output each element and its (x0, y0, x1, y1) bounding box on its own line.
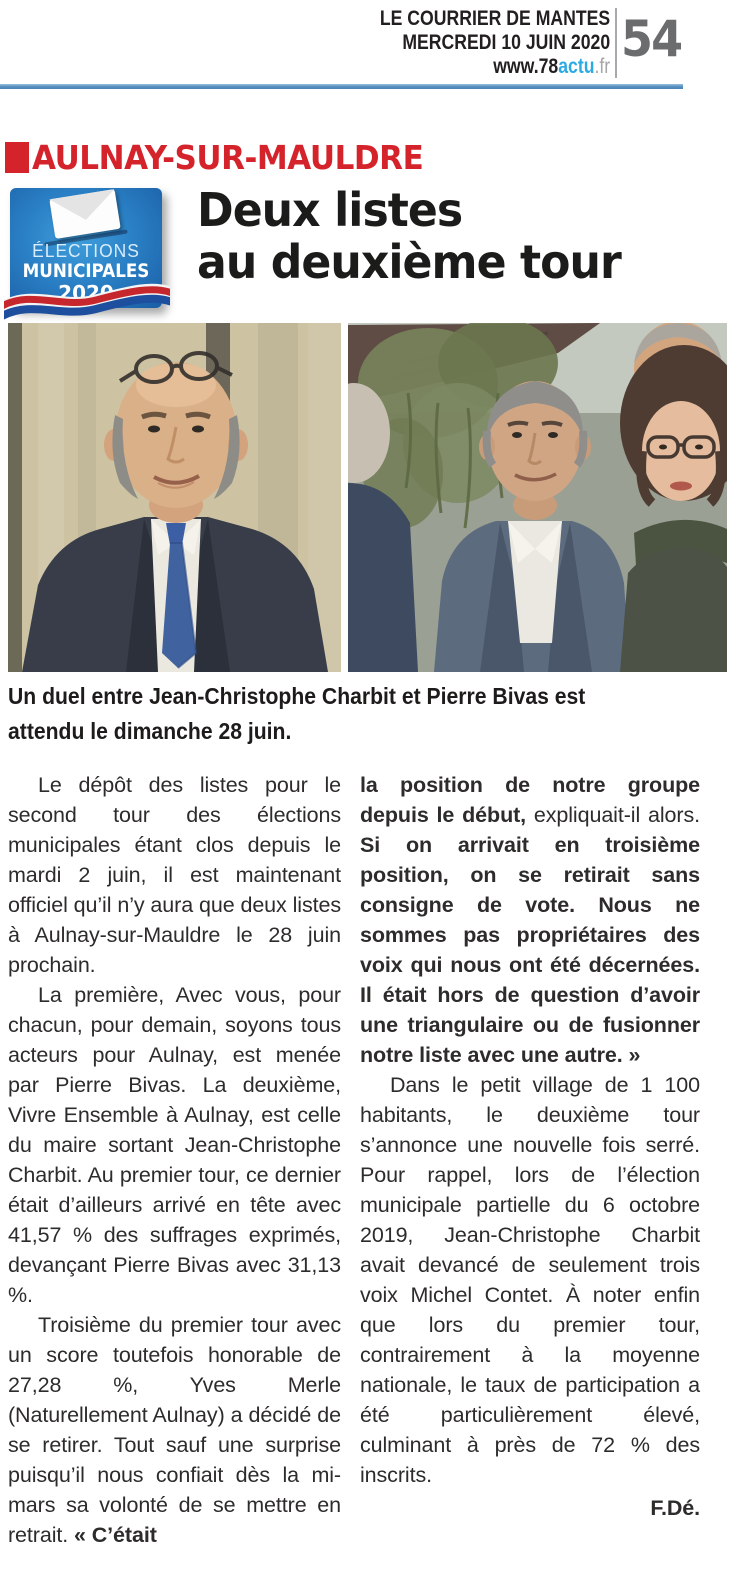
masthead-rule (0, 84, 683, 89)
article-paragraph: la position de notre groupe depuis le début, expliquait-il alors. Si on arrivait en troisième position, on se retirait sans consigne de vote. Nous ne sommes pas propriétaires des voix qui nous ont été décernées. Il était hors de question d’avoir une triangulaire ou de fusionner notre liste avec une autre. » (360, 773, 700, 1067)
article-paragraph: La première, Avec vous, pour chacun, pour demain, soyons tous acteurs pour Aulnay, est menée par Pierre Bivas. La deuxième, Vivre Ensemble à Aulnay, est celle du maire sortant Jean-Christophe Charbit. Au premier tour, ce dernier était d’ailleurs arrivé en tête avec 41,57 % des suffrages exprimés, devançant Pierre Bivas avec 31,13 %. (8, 983, 341, 1307)
photo-row (8, 323, 727, 672)
article-column-right (360, 770, 700, 1523)
kicker-label: AULNAY-SUR-MAULDRE (32, 138, 424, 177)
caption-line2: attendu le dimanche 28 juin. (8, 718, 292, 744)
badge-line3: 2020 (58, 281, 114, 305)
article-paragraph: Dans le petit village de 1 100 habitants, le deuxième tour s’annonce une nouvelle fois serré. Pour rappel, lors de l’élection municipale partielle du 6 octobre 2019, Jean-Christophe Charbit avait devancé de seulement trois voix Michel Contet. À noter enfin que lors du premier tour, contrairement à la moyenne nationale, le taux de participation a été particulièrement élevé, culminant à près de 72 % des inscrits. (360, 1073, 700, 1487)
byline: F.Dé. (650, 1496, 700, 1520)
elections-badge (10, 188, 162, 308)
article-paragraph: Troisième du premier tour avec un score toutefois honorable de 27,28 %, Yves Merle (Naturellement Aulnay) a décidé de se retirer. Tout sauf une surprise puisqu’il nous confiait dès la mi-mars sa volonté de se mettre en retrait. « C’était (8, 1313, 341, 1547)
publication-name: LE COURRIER DE MANTES (379, 7, 610, 30)
masthead-divider (615, 8, 617, 78)
masthead-text (380, 7, 610, 79)
website-actu: actu (558, 55, 595, 78)
website-prefix: www.78 (493, 55, 559, 78)
issue-date: MERCREDI 10 JUIN 2020 (402, 31, 610, 54)
page-number: 54 (621, 10, 682, 68)
badge-line2: MUNICIPALES (22, 260, 150, 282)
article-paragraph: Le dépôt des listes pour le second tour des élections municipales étant clos depuis le mardi 2 juin, il est maintenant officiel qu’il n’y aura que deux listes à Aulnay-sur-Mauldre le 28 juin prochain. (8, 773, 341, 977)
photo-pierre-bivas (348, 323, 727, 672)
headline (197, 184, 621, 288)
tricolor-wave-icon (4, 282, 170, 320)
caption-line1: Un duel entre Jean-Christophe Charbit et Pierre Bivas est (8, 683, 586, 709)
badge-line1: ÉLECTIONS (32, 241, 140, 261)
headline-line2: au deuxième tour (197, 235, 621, 289)
photo-caption (8, 679, 676, 749)
photo-jean-christophe-charbit (8, 323, 341, 672)
website-url (380, 55, 610, 79)
headline-line1: Deux listes (197, 183, 463, 237)
website-suffix: .fr (594, 55, 610, 78)
section-kicker (5, 138, 448, 177)
kicker-square-icon (5, 142, 29, 173)
article-column-left (8, 770, 341, 1550)
